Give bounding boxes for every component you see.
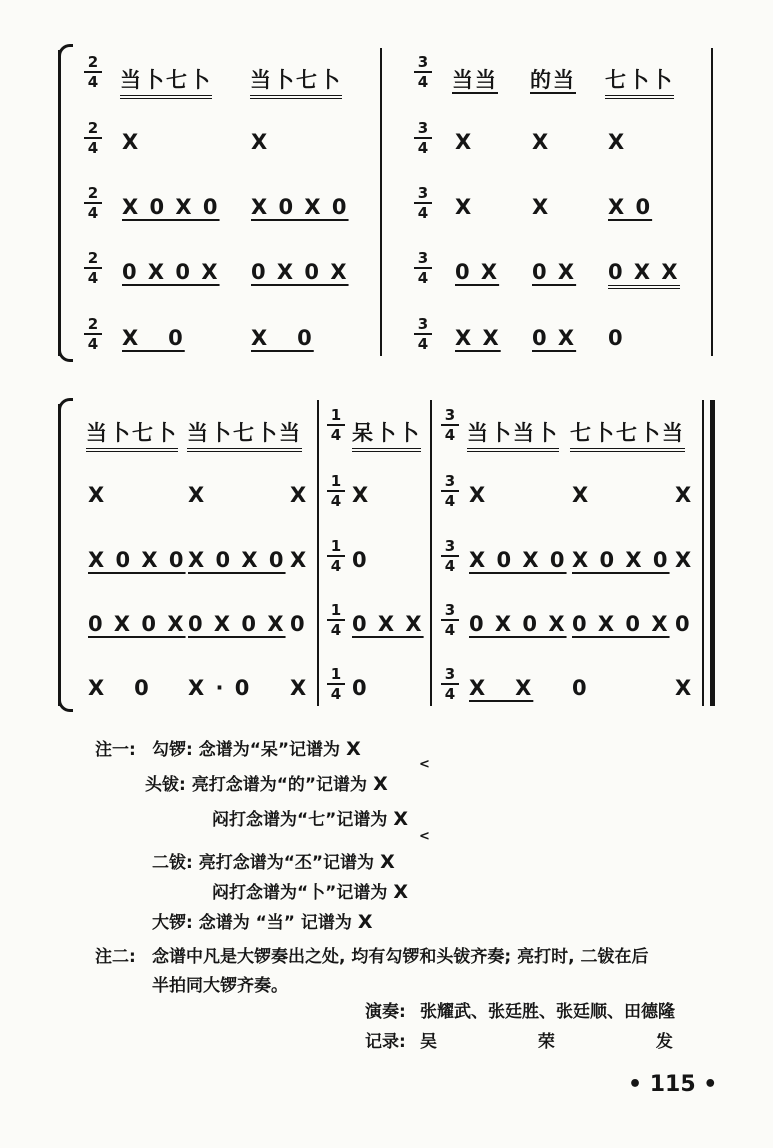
time-signature: 3 4	[414, 120, 432, 156]
score-cell: X	[122, 130, 141, 154]
score-cell: X	[675, 483, 694, 507]
note2-line1: 念谱中凡是大锣奏出之处, 均有勾锣和头钹齐奏; 亮打时, 二钹在后	[152, 947, 649, 967]
score-cell: 0	[352, 548, 369, 572]
score-cell: 当卜七卜当	[187, 417, 302, 452]
note-erbo-bright: 二钹: 亮打念谱为“丕”记谱为 X	[152, 851, 395, 873]
score-cell: X	[469, 483, 488, 507]
score-cell: X 0 X 0	[122, 195, 220, 219]
score-cell: X 0 X 0	[572, 548, 670, 572]
note-label: 注一:	[95, 740, 136, 760]
time-signature: 1 4	[327, 407, 345, 443]
time-signature: 3 4	[414, 185, 432, 221]
score-cell: 0 X 0 X	[469, 612, 567, 636]
page-number: • 115 •	[628, 1072, 718, 1097]
score-cell: X X	[455, 326, 501, 350]
time-signature: 3 4	[441, 666, 459, 702]
time-signature: 1 4	[327, 666, 345, 702]
score-cell: 0	[572, 676, 589, 700]
score-cell: X	[455, 130, 474, 154]
score-cell: X	[88, 483, 107, 507]
time-signature: 2 4	[84, 250, 102, 286]
score-cell: 0 X 0 X	[122, 260, 220, 284]
score-cell: 七卜卜	[605, 64, 674, 99]
score-cell: 的当	[530, 68, 576, 92]
system-bracket	[58, 50, 61, 356]
score-cell: X	[290, 548, 309, 572]
time-signature: 3 4	[441, 407, 459, 443]
score-cell: X	[251, 130, 270, 154]
recorder-label: 记录:	[365, 1032, 406, 1052]
score-cell: 当卜当卜	[467, 417, 559, 452]
note-toubo-bright: 头钹: 亮打念谱为“的”记谱为 X	[145, 773, 388, 795]
score-cell: 0	[675, 612, 692, 636]
barline	[380, 48, 382, 356]
score-cell: 0 X 0 X	[88, 612, 186, 636]
accent-mark: <	[419, 757, 430, 772]
barline	[711, 48, 713, 356]
score-cell: X	[290, 483, 309, 507]
score-cell: X	[352, 483, 371, 507]
score-cell: X 0 X 0	[88, 548, 186, 572]
score-cell: 0	[290, 612, 307, 636]
score-cell: X 0 X 0	[469, 548, 567, 572]
score-cell: 0 X X	[352, 612, 424, 636]
score-cell: 当卜七卜	[250, 64, 342, 99]
note-label: 注二:	[95, 947, 136, 967]
time-signature: 2 4	[84, 54, 102, 90]
score-cell: 0 X 0 X	[188, 612, 286, 636]
score-cell: X · 0	[188, 676, 252, 700]
score-cell: X 0	[122, 326, 185, 350]
time-signature: 1 4	[327, 473, 345, 509]
barline-final	[702, 400, 704, 706]
accent-mark: <	[419, 829, 430, 844]
score-cell: X 0	[608, 195, 653, 219]
score-cell: 0	[352, 676, 369, 700]
barline	[430, 400, 432, 706]
score-cell: 当卜七卜	[86, 417, 178, 452]
score-cell: X	[572, 483, 591, 507]
system-bracket	[58, 404, 61, 706]
score-cell: 0 X 0 X	[251, 260, 349, 284]
score-cell: 0 X	[532, 326, 577, 350]
score-cell: X	[532, 130, 551, 154]
time-signature: 3 4	[414, 316, 432, 352]
time-signature: 1 4	[327, 602, 345, 638]
score-cell: 0 X	[532, 260, 577, 284]
note2-line2: 半拍同大锣齐奏。	[152, 976, 288, 996]
score-cell: X	[675, 548, 694, 572]
time-signature: 3 4	[441, 538, 459, 574]
time-signature: 3 4	[441, 473, 459, 509]
time-signature: 2 4	[84, 185, 102, 221]
barline-final	[710, 400, 715, 706]
score-cell: X 0	[88, 676, 151, 700]
score-cell: X	[290, 676, 309, 700]
time-signature: 3 4	[414, 54, 432, 90]
note-erbo-muted: 闷打念谱为“卜”记谱为 X	[212, 881, 409, 903]
performers: 张耀武、张廷胜、张廷顺、田德隆	[420, 1002, 675, 1022]
time-signature: 3 4	[441, 602, 459, 638]
note-gouluo: 勾锣: 念谱为“呆”记谱为 X	[152, 738, 361, 760]
recorder: 吴 荣 发	[420, 1032, 673, 1052]
time-signature: 3 4	[414, 250, 432, 286]
score-cell: 七卜七卜当	[570, 417, 685, 452]
score-cell: X	[608, 130, 627, 154]
score-cell: 0 X	[455, 260, 500, 284]
score-cell: X 0	[251, 326, 314, 350]
time-signature: 1 4	[327, 538, 345, 574]
score-cell: X 0 X 0	[251, 195, 349, 219]
performers-label: 演奏:	[365, 1002, 406, 1022]
barline	[317, 400, 319, 706]
score-cell: X 0 X 0	[188, 548, 286, 572]
score-cell: 呆卜卜	[352, 417, 421, 452]
score-cell: 当当	[452, 68, 498, 92]
score-cell: X	[675, 676, 694, 700]
score-cell: 0	[608, 326, 625, 350]
score-cell: 0 X X	[608, 260, 680, 289]
note-toubo-muted: 闷打念谱为“七”记谱为 X	[212, 808, 409, 830]
time-signature: 2 4	[84, 316, 102, 352]
time-signature: 2 4	[84, 120, 102, 156]
note-daluo: 大锣: 念谱为 “当” 记谱为 X	[152, 911, 373, 933]
score-cell: 当卜七卜	[120, 64, 212, 99]
score-cell: X X	[469, 676, 534, 700]
score-cell: X	[455, 195, 474, 219]
score-cell: X	[188, 483, 207, 507]
score-cell: X	[532, 195, 551, 219]
score-cell: 0 X 0 X	[572, 612, 670, 636]
